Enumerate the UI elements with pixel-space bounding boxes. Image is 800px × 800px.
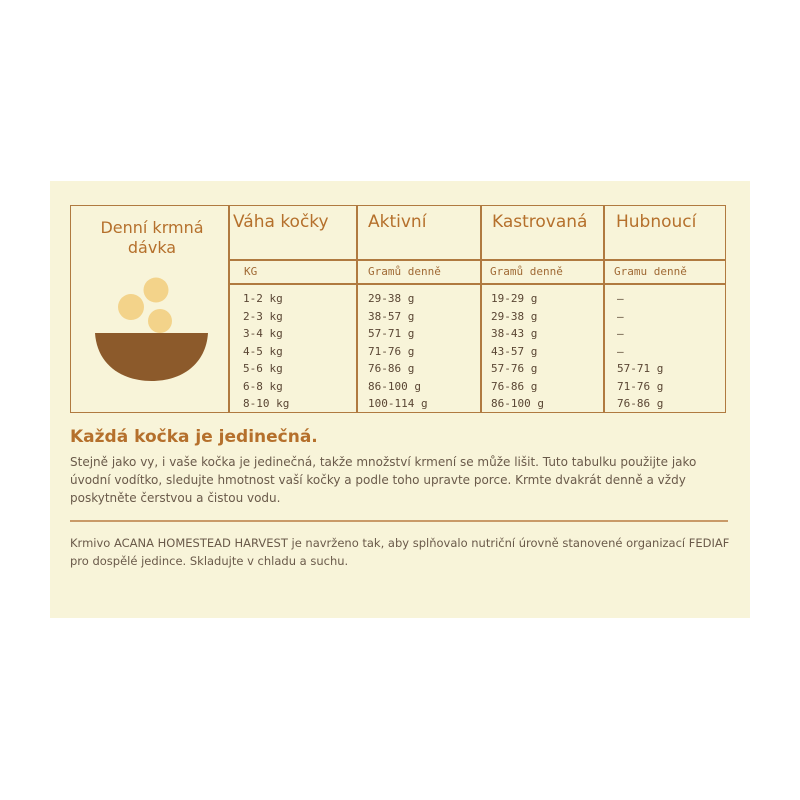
footnote-paragraph: Krmivo ACANA HOMESTEAD HARVEST je navrženo tak, aby splňovalo nutriční úrovně stanovené organizací FEDIAF pro dospělé jedince. Skladujte v chladu a suchu.	[70, 536, 730, 568]
table-cell: 38-57 g	[368, 309, 415, 323]
column-heading-weight-loss: Hubnoucí	[616, 212, 697, 232]
table-cell: 1-2 kg	[243, 292, 283, 305]
feeding-table	[70, 205, 726, 413]
column-heading-weight: Váha kočky	[233, 212, 329, 232]
bowl-with-kibble-icon	[95, 274, 209, 384]
section-headline: Každá kočka je jedinečná.	[70, 427, 318, 447]
table-cell: 71-76 g	[368, 344, 415, 358]
active-values	[368, 290, 428, 413]
kibble-icon	[148, 309, 172, 333]
table-cell: 86-100 g	[491, 397, 544, 410]
column-unit: Gramů denně	[490, 265, 563, 278]
feeding-guide-card	[50, 181, 750, 618]
neutered-values	[491, 290, 544, 413]
table-cell: 86-100 g	[368, 379, 421, 393]
column-unit: KG	[244, 265, 258, 278]
table-divider	[356, 206, 358, 412]
section-divider	[70, 520, 728, 522]
column-unit: Gramů denně	[368, 265, 441, 278]
table-cell: 19-29 g	[491, 292, 538, 305]
table-cell: 43-57 g	[491, 344, 538, 358]
table-divider	[228, 259, 725, 261]
table-divider	[480, 206, 482, 412]
table-cell: 57-71 g	[368, 327, 415, 340]
table-divider	[228, 206, 230, 412]
kibble-icon	[118, 294, 144, 320]
table-cell: 57-71 g	[617, 362, 664, 375]
table-cell: 2-3 kg	[243, 309, 283, 323]
table-cell: 6-8 kg	[243, 379, 283, 393]
table-cell: 71-76 g	[617, 379, 664, 393]
column-heading-neutered: Kastrovaná	[492, 212, 588, 232]
table-cell: 8-10 kg	[243, 397, 290, 410]
table-title: Denní krmná dávka	[100, 218, 204, 257]
column-heading-active: Aktivní	[368, 212, 427, 232]
table-cell: 100-114 g	[368, 397, 428, 410]
weight-loss-values	[617, 290, 663, 413]
weight-values	[243, 290, 289, 413]
bowl-icon	[95, 333, 208, 381]
table-cell: 5-6 kg	[243, 362, 283, 375]
table-cell: 29-38 g	[491, 309, 538, 323]
intro-paragraph: Stejně jako vy, i vaše kočka je jedinečná, takže množství krmení se může lišit. Tuto tabulku použijte jako úvodní vodítko, sledujte hmotnost vaší kočky a podle toho upravte porce. Krmte dvakrát denně a vždy poskytněte čerstvou a čistou vodu.	[70, 455, 697, 505]
table-cell: 76-86 g	[368, 362, 415, 375]
column-unit: Gramu denně	[614, 265, 687, 278]
table-cell: —	[617, 292, 624, 305]
table-cell: 57-76 g	[491, 362, 538, 375]
table-divider	[603, 206, 605, 412]
table-cell: 4-5 kg	[243, 344, 283, 358]
table-divider	[228, 283, 725, 285]
table-cell: —	[617, 344, 624, 358]
table-cell: —	[617, 309, 624, 323]
table-cell: —	[617, 327, 624, 340]
table-cell: 3-4 kg	[243, 327, 283, 340]
table-cell: 38-43 g	[491, 327, 538, 340]
table-cell: 76-86 g	[491, 379, 538, 393]
table-cell: 29-38 g	[368, 292, 415, 305]
kibble-icon	[144, 278, 169, 303]
table-cell: 76-86 g	[617, 397, 664, 410]
